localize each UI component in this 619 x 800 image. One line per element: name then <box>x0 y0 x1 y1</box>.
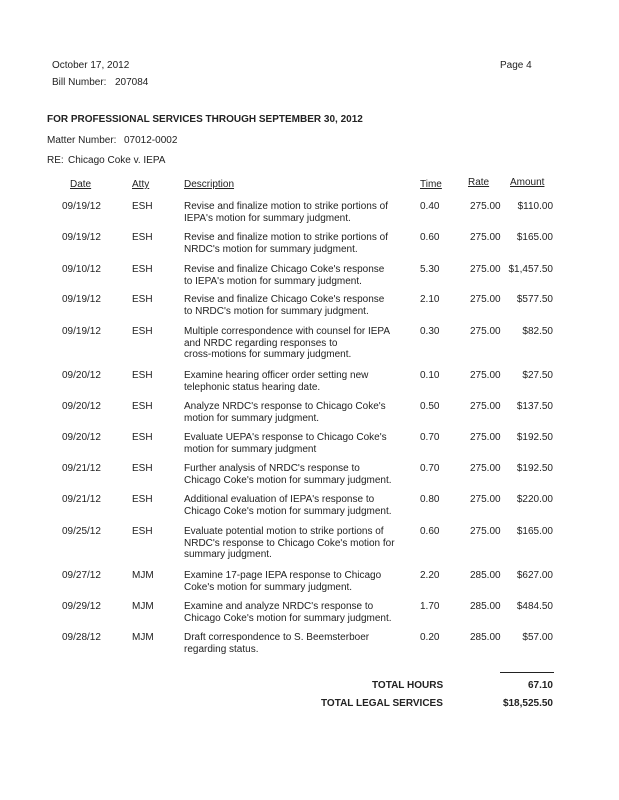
bill-number-label: Bill Number: <box>52 77 107 88</box>
entry-time: 2.10 <box>420 294 440 305</box>
entry-time: 0.20 <box>420 632 440 643</box>
entry-description: Revise and finalize motion to strike portions of IEPA's motion for summary judgment. <box>184 201 388 224</box>
entry-date: 09/19/12 <box>62 326 101 337</box>
entry-attorney: ESH <box>132 201 153 212</box>
entry-description: Examine 17-page IEPA response to Chicago Coke's motion for summary judgment. <box>184 570 382 593</box>
entry-description: Further analysis of NRDC's response to Chicago Coke's motion for summary judgment. <box>184 463 392 486</box>
entry-attorney: ESH <box>132 494 153 505</box>
entry-attorney: ESH <box>132 463 153 474</box>
total-hours-value: 67.10 <box>527 680 553 691</box>
entry-rate: 275.00 <box>470 326 501 337</box>
col-header-atty: Atty <box>132 179 150 190</box>
bill-number: 207084 <box>115 77 149 88</box>
entry-rate: 275.00 <box>470 370 501 381</box>
entry-description: Examine and analyze NRDC's response to Chicago Coke's motion for summary judgment. <box>184 601 392 624</box>
entry-description: Analyze NRDC's response to Chicago Coke's motion for summary judgment. <box>184 401 386 424</box>
entry-amount: $82.50 <box>522 326 553 337</box>
total-legal-services-value: $18,525.50 <box>502 698 553 709</box>
entry-attorney: ESH <box>132 370 153 381</box>
entry-amount: $577.50 <box>516 294 553 305</box>
entry-time: 0.10 <box>420 370 440 381</box>
entry-date: 09/29/12 <box>62 601 101 612</box>
entry-amount: $1,457.50 <box>508 264 553 275</box>
re-subject: Chicago Coke v. IEPA <box>68 155 166 166</box>
entry-rate: 275.00 <box>470 526 501 537</box>
entry-time: 0.30 <box>420 326 440 337</box>
entry-date: 09/25/12 <box>62 526 101 537</box>
entry-rate: 285.00 <box>470 632 501 643</box>
entry-time: 5.30 <box>420 264 440 275</box>
entry-date: 09/19/12 <box>62 294 101 305</box>
entry-time: 0.60 <box>420 526 440 537</box>
entry-description: Evaluate potential motion to strike portions of NRDC's response to Chicago Coke's motion for summary judgment. <box>184 526 395 560</box>
time-entry-row <box>0 632 619 672</box>
entry-date: 09/28/12 <box>62 632 101 643</box>
entry-attorney: ESH <box>132 264 153 275</box>
re-label: RE: <box>47 155 64 166</box>
entry-amount: $57.00 <box>522 632 553 643</box>
total-divider <box>500 672 554 673</box>
entry-time: 0.40 <box>420 201 440 212</box>
entry-date: 09/20/12 <box>62 432 101 443</box>
entry-description: Additional evaluation of IEPA's response to Chicago Coke's motion for summary judgment. <box>184 494 392 517</box>
entry-amount: $137.50 <box>516 401 553 412</box>
entry-date: 09/20/12 <box>62 401 101 412</box>
col-header-date: Date <box>70 179 92 190</box>
entry-time: 0.80 <box>420 494 440 505</box>
entry-time: 1.70 <box>420 601 440 612</box>
entry-amount: $484.50 <box>516 601 553 612</box>
entry-date: 09/19/12 <box>62 201 101 212</box>
section-title: FOR PROFESSIONAL SERVICES THROUGH SEPTEMBER 30, 2012 <box>47 114 363 125</box>
entry-amount: $192.50 <box>516 432 553 443</box>
entry-amount: $110.00 <box>517 201 553 212</box>
entry-date: 09/20/12 <box>62 370 101 381</box>
entry-date: 09/10/12 <box>62 264 101 275</box>
entry-description: Draft correspondence to S. Beemsterboer regarding status. <box>184 632 370 655</box>
entry-rate: 285.00 <box>470 570 501 581</box>
entry-time: 0.70 <box>420 432 440 443</box>
entry-attorney: MJM <box>132 570 154 581</box>
entry-description: Evaluate UEPA's response to Chicago Coke's motion for summary judgment <box>184 432 387 455</box>
entry-description: Revise and finalize Chicago Coke's response to NRDC's motion for summary judgment. <box>184 294 385 317</box>
col-header-rate: Rate <box>468 177 490 188</box>
entry-attorney: ESH <box>132 432 153 443</box>
entry-amount: $165.00 <box>516 526 553 537</box>
entry-rate: 275.00 <box>470 201 501 212</box>
entry-amount: $627.00 <box>516 570 553 581</box>
invoice-date: October 17, 2012 <box>52 60 130 71</box>
entry-amount: $192.50 <box>516 463 553 474</box>
entry-attorney: MJM <box>132 601 154 612</box>
entry-rate: 275.00 <box>470 494 501 505</box>
entry-time: 2.20 <box>420 570 440 581</box>
entry-amount: $27.50 <box>522 370 553 381</box>
entry-date: 09/27/12 <box>62 570 101 581</box>
entry-description: Multiple correspondence with counsel for IEPA and NRDC regarding responses to cross-motions for summary judgment. <box>184 326 391 360</box>
entry-date: 09/21/12 <box>62 494 101 505</box>
entry-rate: 275.00 <box>470 432 501 443</box>
entry-attorney: ESH <box>132 526 153 537</box>
entry-amount: $220.00 <box>516 494 553 505</box>
page-number: Page 4 <box>500 60 532 71</box>
entry-description: Examine hearing officer order setting new telephonic status hearing date. <box>184 370 369 393</box>
entry-attorney: ESH <box>132 232 153 243</box>
time-entry-row <box>0 526 619 566</box>
total-hours-label: TOTAL HOURS <box>372 680 444 691</box>
entry-rate: 275.00 <box>470 401 501 412</box>
col-header-description: Description <box>184 179 235 190</box>
entry-rate: 275.00 <box>470 264 501 275</box>
entry-time: 0.70 <box>420 463 440 474</box>
col-header-time: Time <box>420 179 442 190</box>
entry-description: Revise and finalize motion to strike portions of NRDC's motion for summary judgment. <box>184 232 388 255</box>
entry-attorney: ESH <box>132 294 153 305</box>
matter-number: 07012-0002 <box>124 135 178 146</box>
matter-number-label: Matter Number: <box>47 135 117 146</box>
entry-rate: 275.00 <box>470 463 501 474</box>
total-legal-services-label: TOTAL LEGAL SERVICES <box>321 698 443 709</box>
time-entry-row <box>0 326 619 366</box>
entry-rate: 275.00 <box>470 232 501 243</box>
entry-date: 09/19/12 <box>62 232 101 243</box>
entry-date: 09/21/12 <box>62 463 101 474</box>
entry-time: 0.50 <box>420 401 440 412</box>
entry-rate: 275.00 <box>470 294 501 305</box>
entry-attorney: MJM <box>132 632 154 643</box>
entry-time: 0.60 <box>420 232 440 243</box>
entry-amount: $165.00 <box>516 232 553 243</box>
entry-rate: 285.00 <box>470 601 501 612</box>
col-header-amount: Amount <box>510 177 545 188</box>
entry-attorney: ESH <box>132 401 153 412</box>
entry-attorney: ESH <box>132 326 153 337</box>
entry-description: Revise and finalize Chicago Coke's response to IEPA's motion for summary judgment. <box>184 264 385 287</box>
